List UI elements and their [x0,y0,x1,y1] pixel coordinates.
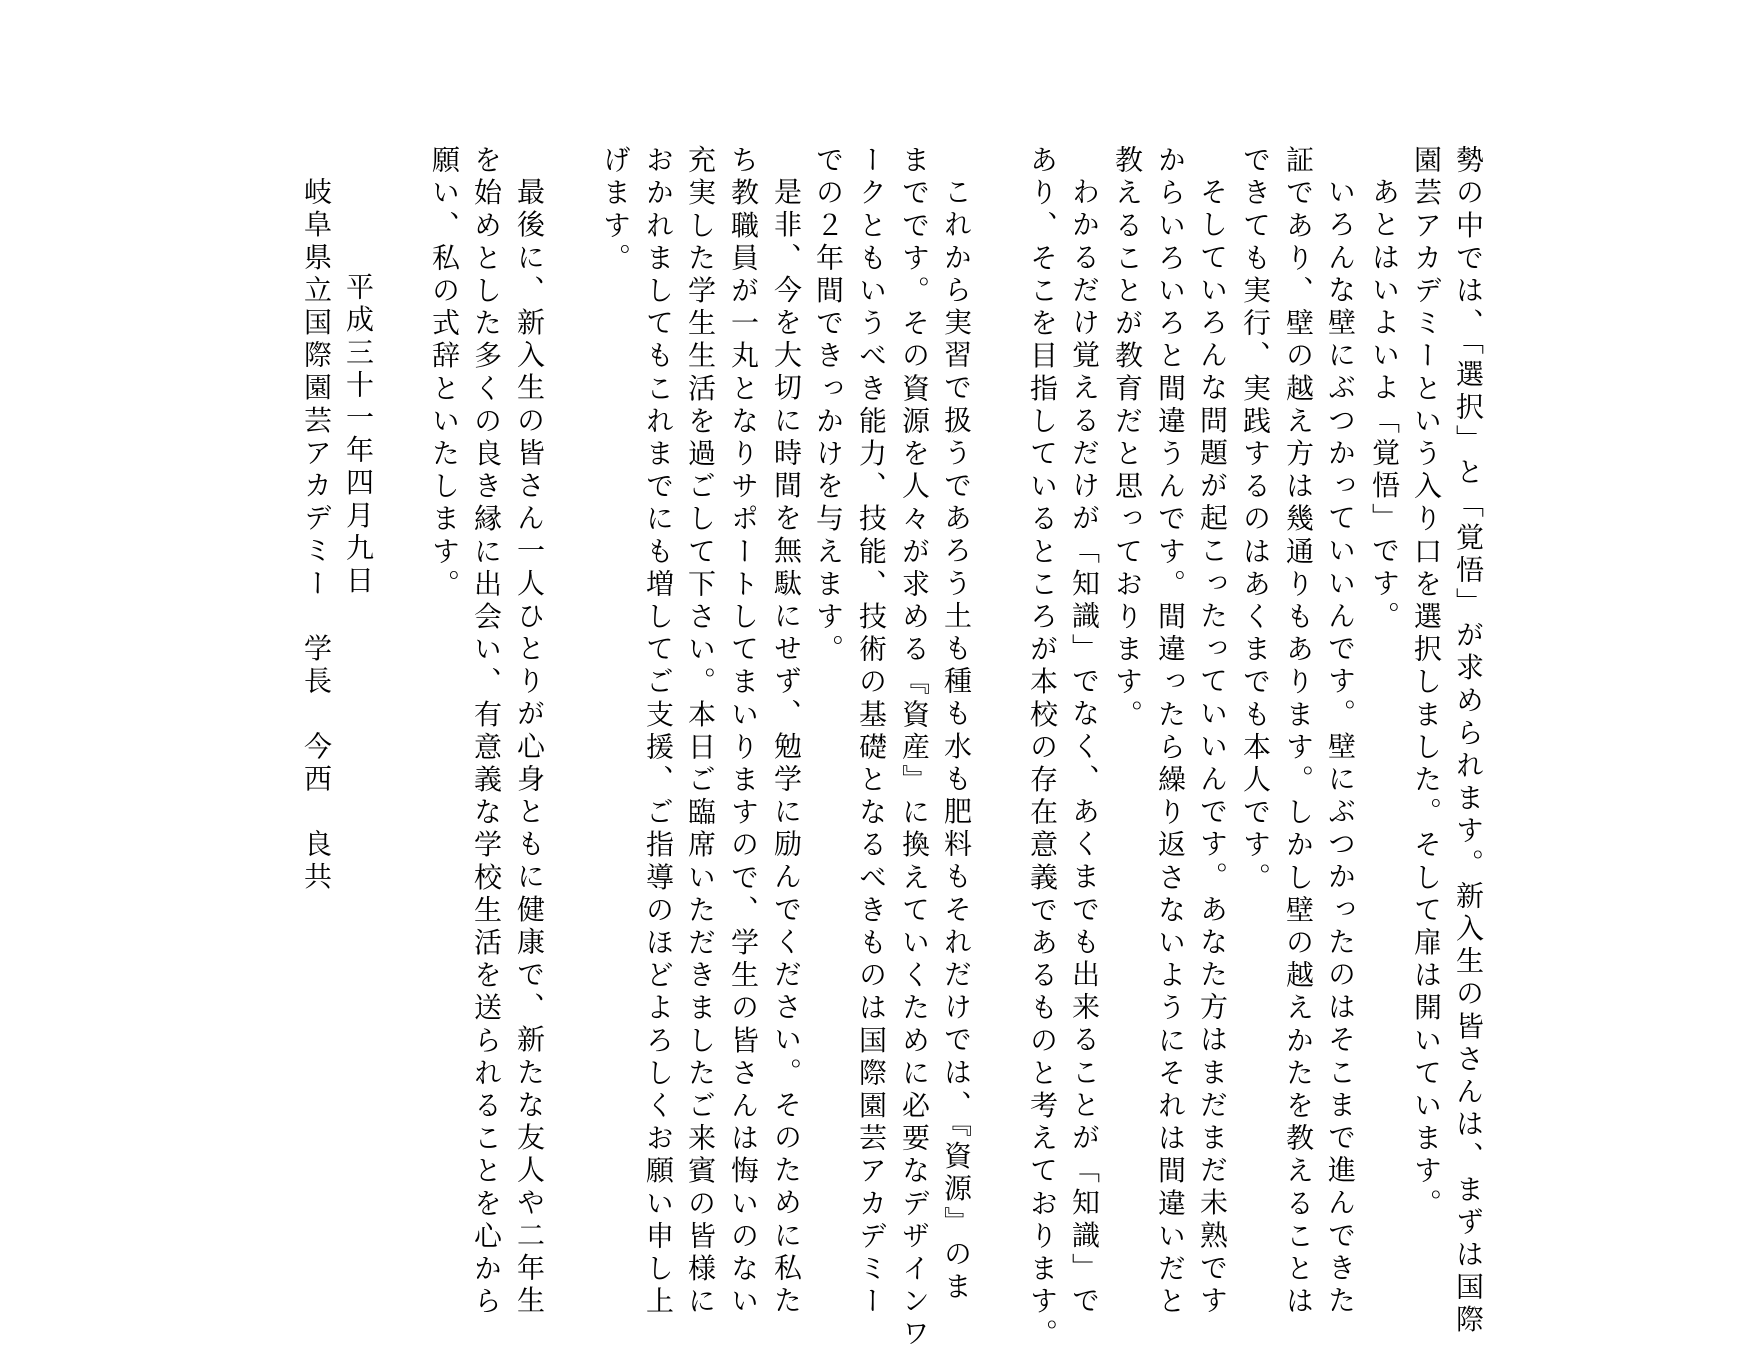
text-column-18: 充実した学生生活を過ごして下さい。本日ご臨席いただきましたご来賓の皆様に [684,145,717,1319]
text-column-2: 園芸アカデミーという入り口を選択しました。そして扉は開いています。 [1410,145,1443,1221]
text-column-4: いろんな壁にぶつかっていいんです。壁にぶつかったのはそこまで進んできた [1324,177,1357,1318]
signature-line: 岐阜県立国際園芸アカデミー 学長 今西 良共 [300,177,333,895]
text-column-23: 願い、私の式辞といたします。 [428,145,461,602]
text-column-3: あとはいよいよ「覚悟」です。 [1368,177,1401,634]
text-column-20: げます。 [599,145,632,276]
text-column-16: 是非、今を大切に時間を無駄にせず、勉学に励んでください。そのために私た [770,177,803,1318]
text-column-14: ークともいうべき能力、技能、技術の基礎となるべきものは国際園芸アカデミー [855,145,888,1319]
text-column-5: 証であり、壁の越え方は幾通りもあります。しかし壁の越えかたを教えることは [1282,145,1315,1319]
text-column-8: からいろいろと間違うんです。間違ったら繰り返さないようにそれは間違いだと [1154,145,1187,1319]
text-column-19: おかれましてもこれまでにも増してご支援、ご指導のほどよろしくお願い申し上 [642,145,675,1319]
text-column-21: 最後に、新入生の皆さん一人ひとりが心身ともに健康で、新たな友人や二年生 [513,177,546,1318]
text-column-10: わかるだけ覚えるだけが「知識」でなく、あくまでも出来ることが「知識」で [1068,177,1101,1318]
text-column-7: そしていろんな問題が起こったっていいんです。あなた方はまだまだ未熟です [1196,177,1229,1318]
text-column-6: できても実行、実践するのはあくまでも本人です。 [1239,145,1272,895]
text-column-13: までです。その資源を人々が求める『資産』に換えていくために必要なデザインワ [898,145,931,1351]
text-column-17: ち教職員が一丸となりサポートしてまいりますので、学生の皆さんは悔いのない [727,145,760,1319]
text-column-11: あり、そこを目指しているところが本校の存在意義であるものと考えております。 [1026,145,1059,1351]
text-column-12: これから実習で扱うであろう土も種も水も肥料もそれだけでは、『資源』のま [940,177,973,1304]
text-column-1: 勢の中では、「選択」と「覚悟」が求められます。新入生の皆さんは、まずは国際 [1452,145,1485,1338]
text-column-22: を始めとした多くの良き縁に出会い、有意義な学校生活を送られることを心から [470,145,503,1319]
text-column-9: 教えることが教育だと思っております。 [1111,145,1144,732]
date-line: 平成三十一年四月九日 [342,272,375,598]
text-column-15: での２年間できっかけを与えます。 [812,145,845,667]
